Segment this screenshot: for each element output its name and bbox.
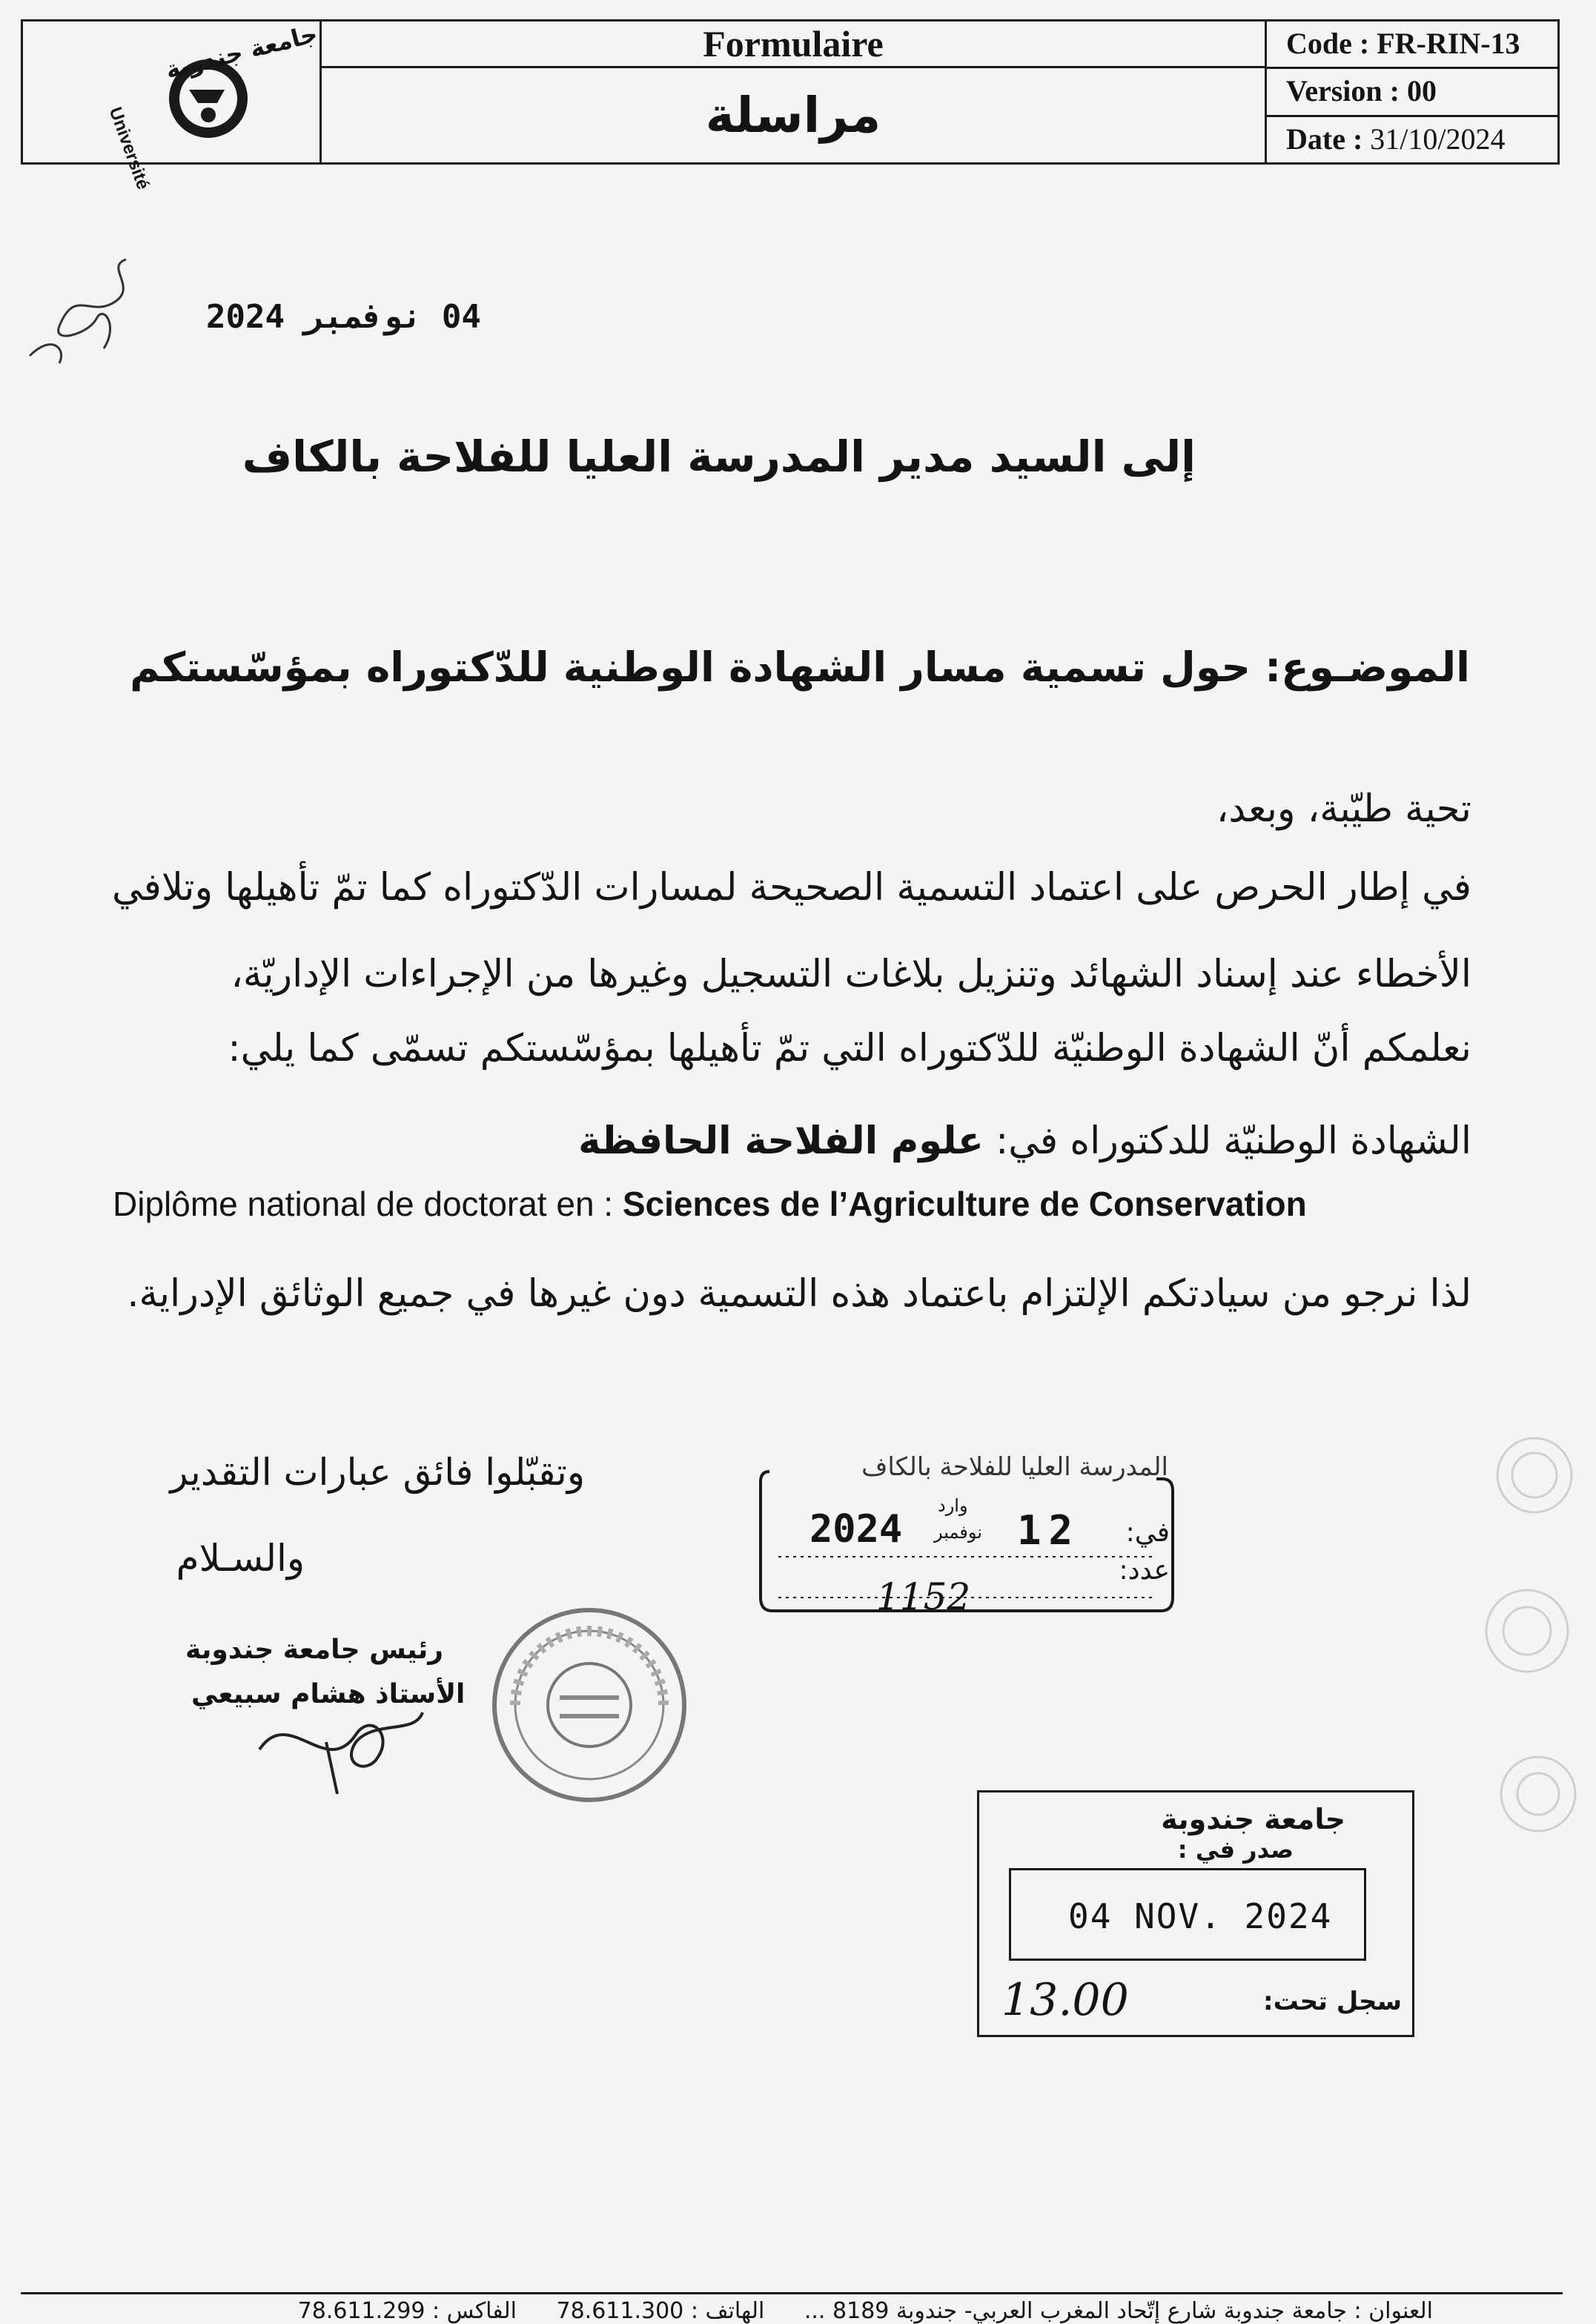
footer-divider <box>21 2292 1563 2294</box>
footer-fax: الفاكس : 78.611.299 <box>297 2298 517 2324</box>
watermark-pattern-icon <box>1468 1408 1586 1927</box>
diploma-arabic <box>578 1119 1471 1163</box>
date-value: 31/10/2024 <box>1370 122 1506 156</box>
diploma-arabic-label: الشهادة الوطنيّة للدكتوراه في: <box>996 1119 1471 1163</box>
footer-address: العنوان : جامعة جندوبة شارع إتّحاد المغرب العربي- جندوبة 8189 ... <box>804 2298 1433 2324</box>
letter-paragraph-2: الأخطاء عند إسناد الشهائد وتنزيل بلاغات التسجيل وغيرها من الإجراءات الإداريّة، <box>231 953 1471 996</box>
letter-addressee: إلى السيد مدير المدرسة العليا للفلاحة بالكاف <box>242 431 1196 482</box>
receipt-registered-label: سجل تحت: <box>1263 1987 1402 2016</box>
form-subtitle: مراسلة <box>705 87 881 144</box>
signatory-title: رئيس جامعة جندوبة <box>185 1635 443 1665</box>
diploma-arabic-value: علوم الفلاحة الحافظة <box>578 1119 984 1163</box>
form-header <box>21 19 1560 193</box>
registry-in-label: في: <box>1125 1517 1170 1548</box>
diploma-french-value: Sciences de l’Agriculture de Conservation <box>622 1185 1307 1223</box>
registry-year: 2024 <box>809 1507 903 1552</box>
date-label: Date : <box>1286 122 1363 156</box>
university-seal-icon <box>486 1601 693 1809</box>
registry-stamp <box>756 1449 1179 1621</box>
footer <box>265 2298 1433 2324</box>
logo-latin-text: Université <box>105 105 153 193</box>
signature-icon <box>245 1690 437 1801</box>
registry-number-label: عدد: <box>1119 1555 1170 1586</box>
version-value: 00 <box>1406 74 1437 108</box>
letter-paragraph-3: نعلمكم أنّ الشهادة الوطنيّة للدّكتوراه التي تمّ تأهيلها بمؤسّستكم تسمّى كما يلي: <box>228 1027 1471 1070</box>
closing-salutation: والسـلام <box>176 1537 305 1580</box>
registry-institution: المدرسة العليا للفلاحة بالكاف <box>861 1452 1168 1482</box>
form-code <box>1267 21 1557 69</box>
university-receipt-stamp <box>977 1790 1414 2037</box>
form-title: Formulaire <box>322 21 1265 68</box>
letter-date: 04 نوفمبر 2024 <box>206 298 481 336</box>
registry-received-label: وارد <box>938 1495 968 1516</box>
form-version <box>1267 69 1557 116</box>
handwritten-initials-icon <box>15 245 148 371</box>
diploma-french-label: Diplôme national de doctorat en : <box>113 1185 623 1223</box>
registry-number: 1152 <box>876 1575 971 1618</box>
receipt-issued-label: صدر في : <box>1177 1835 1294 1864</box>
form-date <box>1267 117 1557 162</box>
code-label: Code : <box>1286 27 1370 60</box>
version-label: Version : <box>1286 74 1400 108</box>
receipt-date: 04 NOV. 2024 <box>1068 1896 1333 1936</box>
registry-month: نوفمبر <box>934 1522 982 1543</box>
letter-subject: الموضـوع: حول تسمية مسار الشهادة الوطنية للدّكتوراه بمؤسّستكم <box>130 643 1470 691</box>
receipt-registered-value: 13.00 <box>1001 1974 1129 2026</box>
registry-day: 12 <box>1017 1507 1081 1554</box>
code-value: FR-RIN-13 <box>1377 27 1520 60</box>
logo-arabic-text: جامعة جندوبة <box>162 19 320 85</box>
letter-greeting: تحية طيّبة، وبعد، <box>1216 787 1471 831</box>
receipt-university-name: جامعة جندوبة <box>1161 1803 1345 1835</box>
closing-regards: وتقبّلوا فائق عبارات التقدير <box>170 1451 585 1494</box>
university-logo <box>23 19 322 193</box>
letter-paragraph-1: في إطار الحرص على اعتماد التسمية الصحيحة لمسارات الدّكتوراه كما تمّ تأهيلها وتلافي <box>111 866 1471 910</box>
signatory-name: الأستاذ هشام سبيعي <box>191 1679 466 1709</box>
footer-phone: الهاتف : 78.611.300 <box>556 2298 765 2324</box>
diploma-french <box>113 1184 1307 1224</box>
letter-request: لذا نرجو من سيادتكم الإلتزام باعتماد هذه التسمية دون غيرها في جميع الوثائق الإدراية. <box>127 1272 1471 1316</box>
